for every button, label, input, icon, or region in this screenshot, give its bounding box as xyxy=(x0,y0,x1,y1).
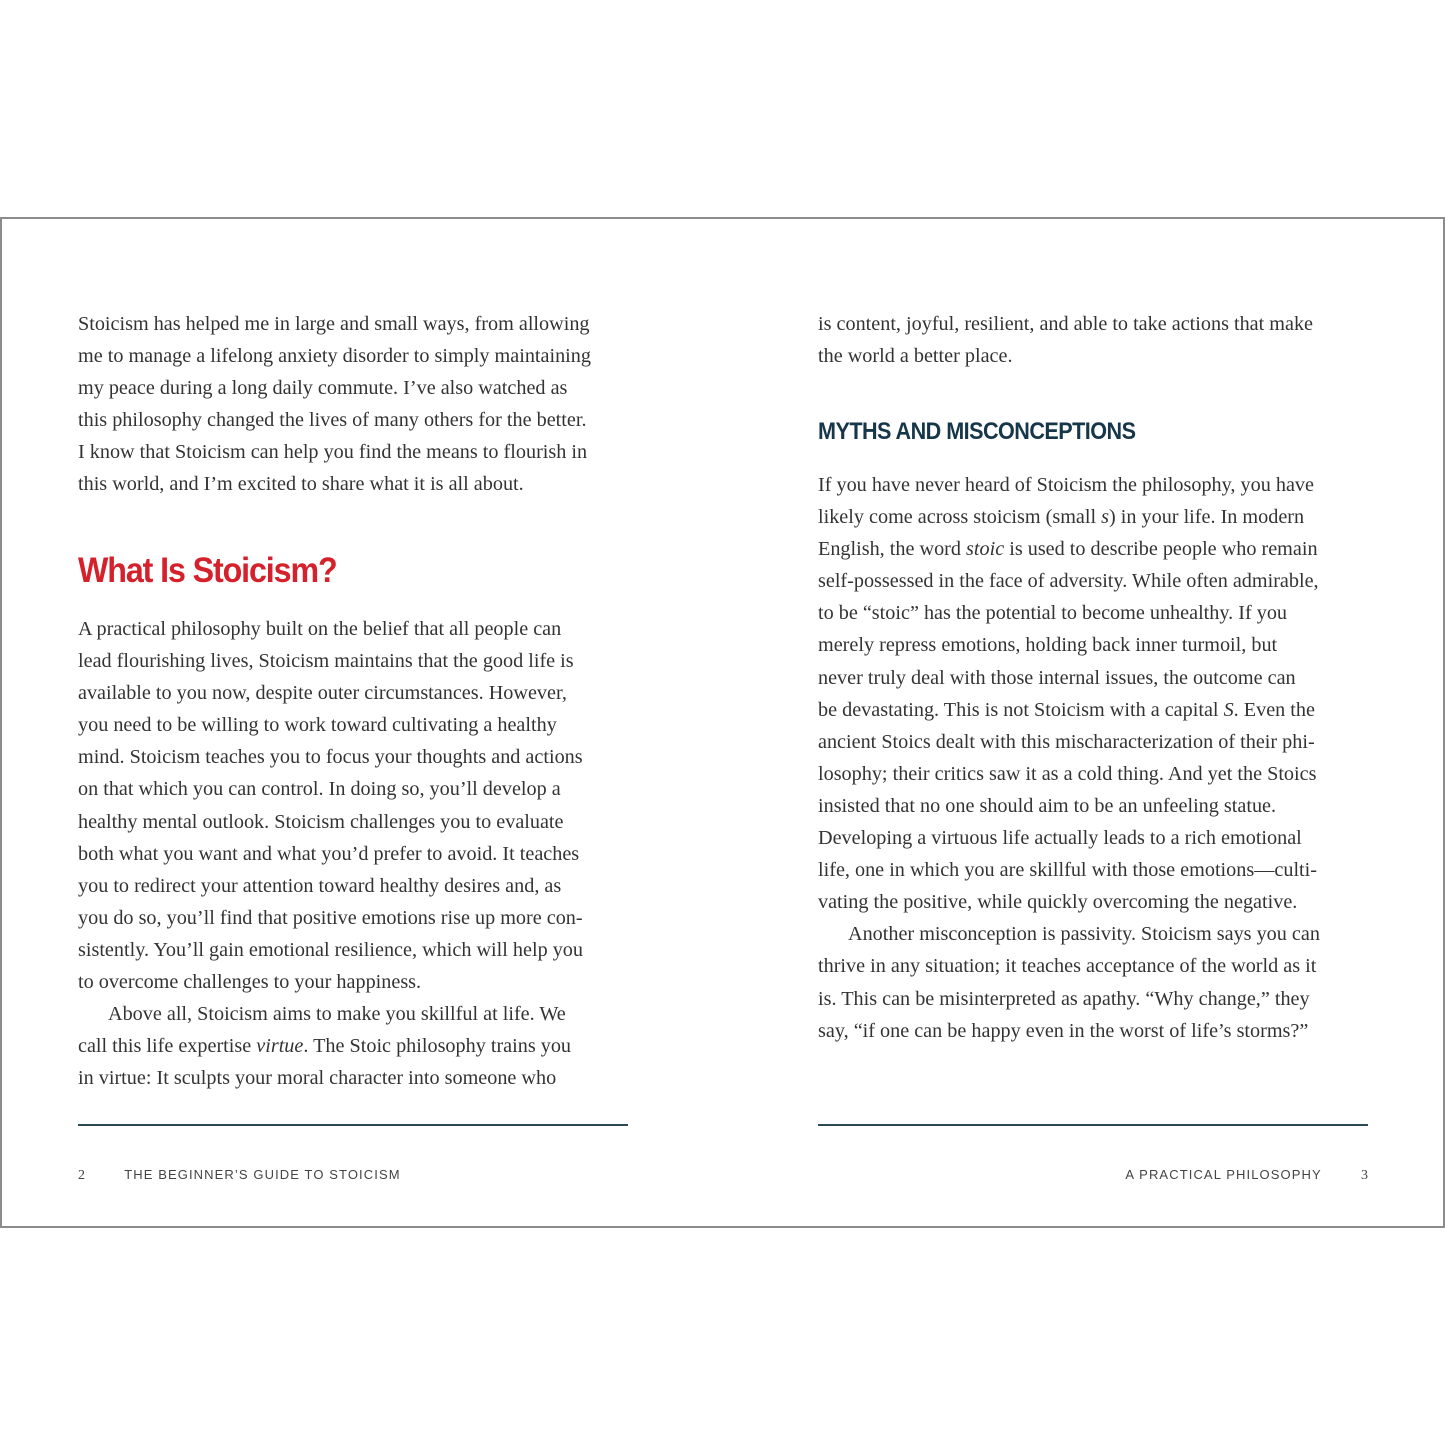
text-line: on that which you can control. In doing so, you’ll develop a xyxy=(78,778,561,801)
text-line: you do so, you’ll find that positive emotions rise up more con- xyxy=(78,906,583,929)
italic-term: s xyxy=(1101,506,1109,529)
text-line: losophy; their critics saw it as a cold thing. And yet the Stoics xyxy=(818,762,1317,785)
text-fragment: be devastating. This is not Stoicism with a capital xyxy=(818,698,1224,721)
text-line: to be “stoic” has the potential to become unhealthy. If you xyxy=(818,602,1288,625)
footer-rule xyxy=(818,1124,1368,1126)
text-line: Developing a virtuous life actually leads to a rich emotional xyxy=(818,827,1302,850)
text-line: available to you now, despite outer circumstances. However, xyxy=(78,682,567,705)
left-page xyxy=(78,219,628,1226)
text-line: insisted that no one should aim to be an unfeeling statue. xyxy=(818,794,1277,817)
text-line: self-possessed in the face of adversity. While often admirable, xyxy=(818,570,1319,593)
text-line xyxy=(818,533,1320,565)
text-line: this philosophy changed the lives of many others for the better. xyxy=(78,409,587,432)
right-page xyxy=(818,219,1368,1226)
text-fragment: . The Stoic philosophy trains you xyxy=(303,1035,572,1058)
page-number: 3 xyxy=(1361,1168,1368,1183)
italic-term: S xyxy=(1223,698,1234,721)
text-fragment: is used to describe people who remain xyxy=(1004,538,1318,561)
text-line xyxy=(78,1030,583,1062)
text-line: in virtue: It sculpts your moral character into someone who xyxy=(78,1067,557,1090)
text-line: never truly deal with those internal issues, the outcome can xyxy=(818,666,1296,689)
page-footer xyxy=(78,1167,401,1184)
text-fragment: likely come across stoicism (small xyxy=(818,506,1102,529)
text-line: I know that Stoicism can help you find the means to flourish in xyxy=(78,441,588,464)
text-line: to overcome challenges to your happiness. xyxy=(78,971,422,994)
text-line: both what you want and what you’d prefer to avoid. It teaches xyxy=(78,842,580,865)
text-line: say, “if one can be happy even in the worst of life’s storms?” xyxy=(818,1019,1309,1042)
text-line: thrive in any situation; it teaches acceptance of the world as it xyxy=(818,955,1317,978)
text-line: merely repress emotions, holding back inner turmoil, but xyxy=(818,634,1278,657)
body-paragraph-myths xyxy=(818,469,1320,1047)
text-line: my peace during a long daily commute. I’ve also watched as xyxy=(78,377,568,400)
page-number: 2 xyxy=(78,1168,85,1183)
page-footer xyxy=(1125,1167,1368,1184)
section-heading: What Is Stoicism? xyxy=(78,551,337,590)
text-line: you to redirect your attention toward healthy desires and, as xyxy=(78,874,562,897)
text-line xyxy=(818,694,1320,726)
text-line: is content, joyful, resilient, and able to take actions that make xyxy=(818,313,1314,335)
text-line: is. This can be misinterpreted as apathy. “Why change,” they xyxy=(818,987,1310,1010)
text-line: ancient Stoics dealt with this mischaracterization of their phi- xyxy=(818,730,1315,753)
running-title: THE BEGINNER’S GUIDE TO STOICISM xyxy=(124,1167,401,1182)
text-line: A practical philosophy built on the belief that all people can xyxy=(78,618,562,640)
text-line: this world, and I’m excited to share what it is all about. xyxy=(78,473,524,496)
intro-paragraph xyxy=(78,308,591,501)
text-fragment: . Even the xyxy=(1233,698,1315,721)
text-line: Stoicism has helped me in large and small ways, from allowing xyxy=(78,313,590,335)
text-line: vating the positive, while quickly overcoming the negative. xyxy=(818,891,1298,914)
body-paragraph-1 xyxy=(78,613,583,1094)
text-fragment: English, the word xyxy=(818,538,967,561)
running-title: A PRACTICAL PHILOSOPHY xyxy=(1125,1167,1322,1182)
text-fragment: ) in your life. In modern xyxy=(1109,506,1305,529)
text-line: healthy mental outlook. Stoicism challenges you to evaluate xyxy=(78,810,564,833)
subsection-heading: MYTHS AND MISCONCEPTIONS xyxy=(818,418,1136,445)
italic-term: virtue xyxy=(256,1035,304,1058)
carryover-paragraph xyxy=(818,308,1313,372)
footer-rule xyxy=(78,1124,628,1126)
text-line: Above all, Stoicism aims to make you skillful at life. We xyxy=(108,1003,566,1026)
italic-term: stoic xyxy=(966,538,1005,561)
text-line: the world a better place. xyxy=(818,345,1013,368)
text-line: me to manage a lifelong anxiety disorder to simply maintaining xyxy=(78,345,591,368)
text-line: you need to be willing to work toward cultivating a healthy xyxy=(78,714,557,737)
text-line: life, one in which you are skillful with those emotions—culti- xyxy=(818,859,1317,882)
book-spread xyxy=(0,217,1445,1228)
text-line: sistently. You’ll gain emotional resilience, which will help you xyxy=(78,938,583,961)
text-line: mind. Stoicism teaches you to focus your thoughts and actions xyxy=(78,746,583,769)
text-line: Another misconception is passivity. Stoicism says you can xyxy=(848,923,1320,946)
text-line xyxy=(818,501,1320,533)
text-fragment: call this life expertise xyxy=(78,1035,257,1058)
text-line: lead flourishing lives, Stoicism maintains that the good life is xyxy=(78,650,574,673)
text-line: If you have never heard of Stoicism the philosophy, you have xyxy=(818,474,1314,496)
